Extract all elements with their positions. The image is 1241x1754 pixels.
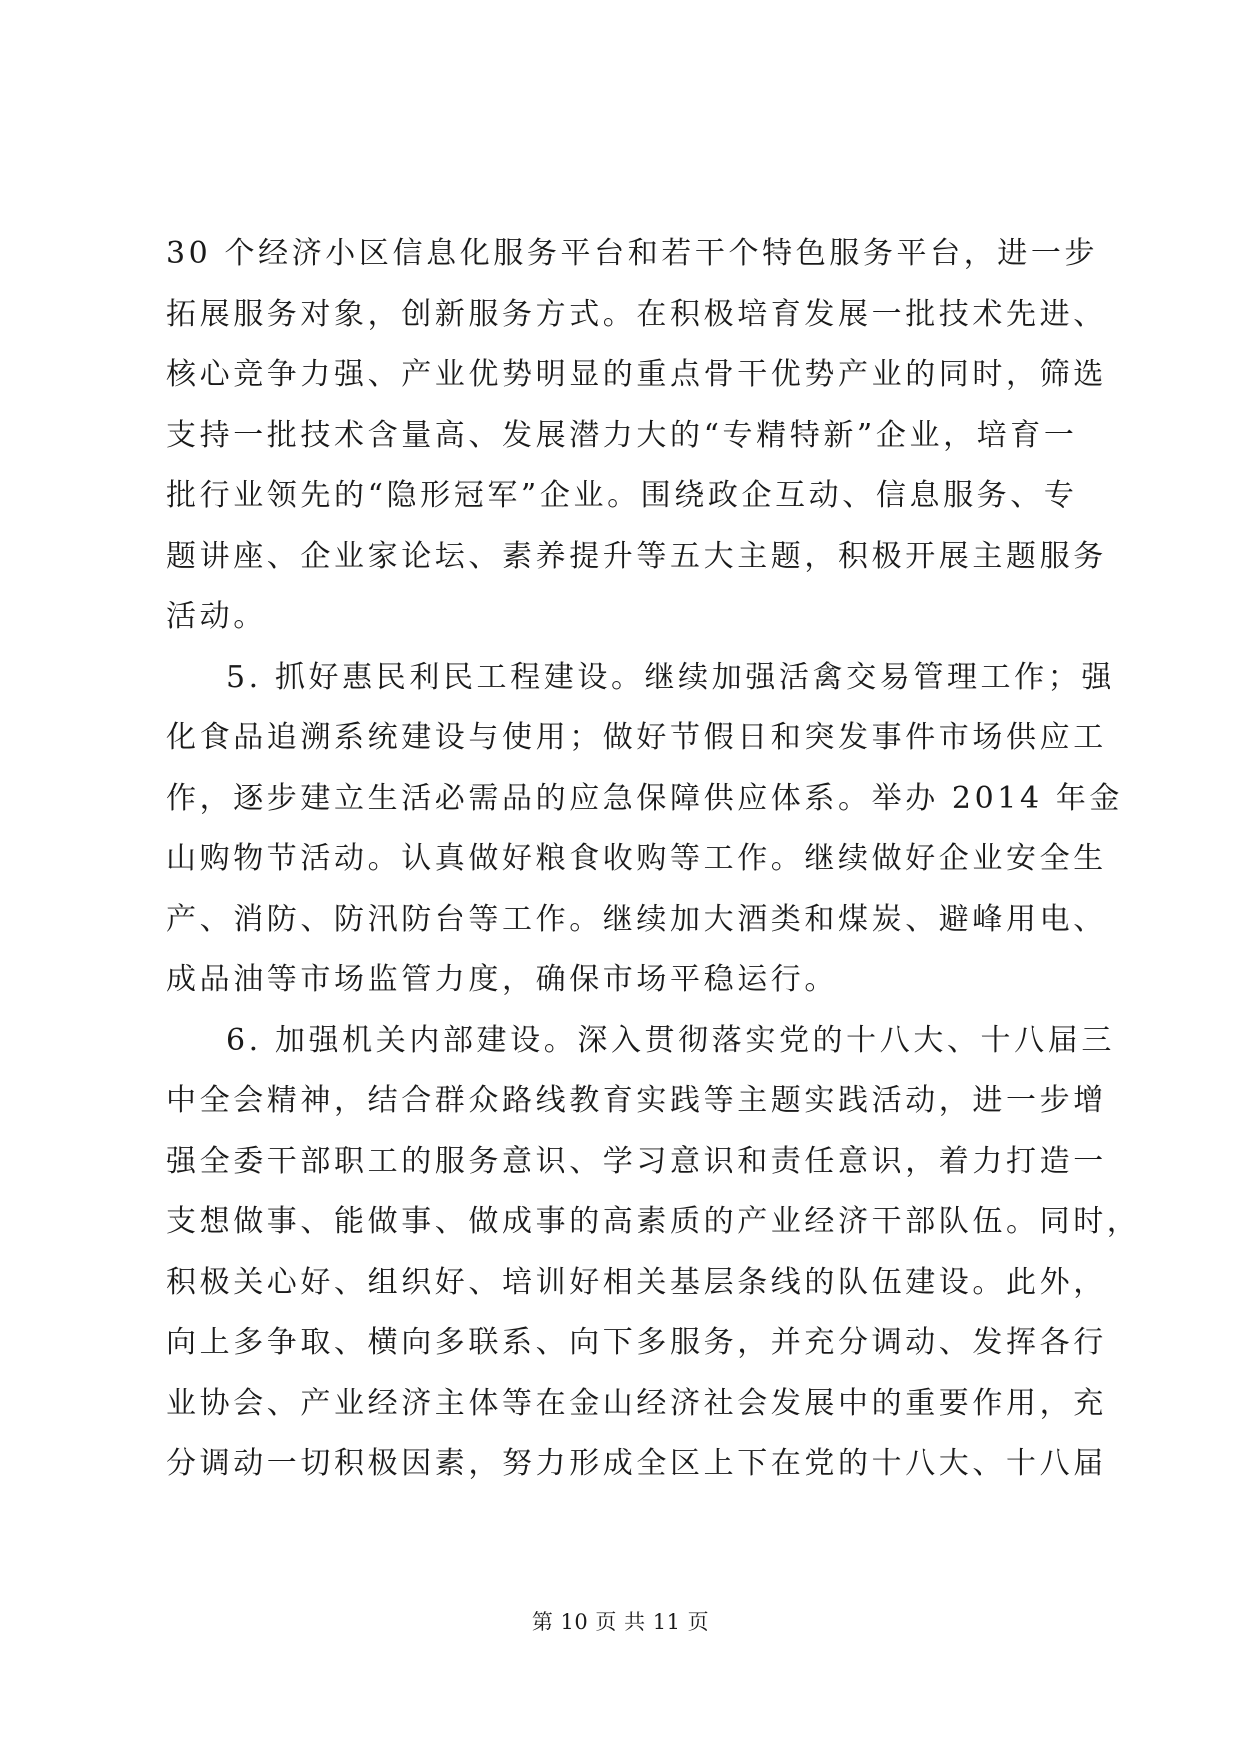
text-line: 核心竞争力强、产业优势明显的重点骨干优势产业的同时，筛选 (166, 357, 1107, 392)
text-line: 成品油等市场监管力度，确保市场平稳运行。 (166, 962, 838, 997)
text-line: 业协会、产业经济主体等在金山经济社会发展中的重要作用，充 (166, 1385, 1107, 1421)
text-line: 积极关心好、组织好、培训好相关基层条线的队伍建设。此外， (166, 1264, 1107, 1300)
paragraph-start-line: 5. 抓好惠民利民工程建设。继续加强活禽交易管理工作；强 (226, 659, 1115, 695)
text-line: 中全会精神，结合群众路线教育实践等主题实践活动，进一步增 (166, 1083, 1107, 1118)
page-number-footer: 第 10 页 共 11 页 (531, 1610, 710, 1634)
text-line: 支持一批技术含量高、发展潜力大的“专精特新”企业，培育一 (166, 417, 1078, 453)
text-line: 产、消防、防汛防台等工作。继续加大酒类和煤炭、避峰用电、 (166, 901, 1107, 937)
document-body (166, 224, 1141, 1495)
text-line: 强全委干部职工的服务意识、学习意识和责任意识，着力打造一 (166, 1143, 1107, 1179)
text-line: 题讲座、企业家论坛、素养提升等五大主题，积极开展主题服务 (166, 538, 1107, 574)
text-line: 30 个经济小区信息化服务平台和若干个特色服务平台，进一步 (166, 236, 1099, 271)
text-line: 化食品追溯系统建设与使用；做好节假日和突发事件市场供应工 (166, 720, 1107, 755)
text-line: 批行业领先的“隐形冠军”企业。围绕政企互动、信息服务、专 (166, 478, 1078, 513)
text-line: 分调动一切积极因素，努力形成全区上下在党的十八大、十八届 (166, 1446, 1107, 1481)
text-line: 拓展服务对象，创新服务方式。在积极培育发展一批技术先进、 (166, 296, 1107, 332)
text-line: 作，逐步建立生活必需品的应急保障供应体系。举办 2014 年金 (166, 780, 1124, 816)
text-line: 山购物节活动。认真做好粮食收购等工作。继续做好企业安全生 (166, 841, 1107, 876)
text-line: 支想做事、能做事、做成事的高素质的产业经济干部队伍。同时， (166, 1204, 1141, 1239)
text-line: 活动。 (166, 599, 267, 634)
paragraph-start-line: 6. 加强机关内部建设。深入贯彻落实党的十八大、十八届三 (226, 1022, 1115, 1058)
text-line: 向上多争取、横向多联系、向下多服务，并充分调动、发挥各行 (166, 1325, 1107, 1360)
